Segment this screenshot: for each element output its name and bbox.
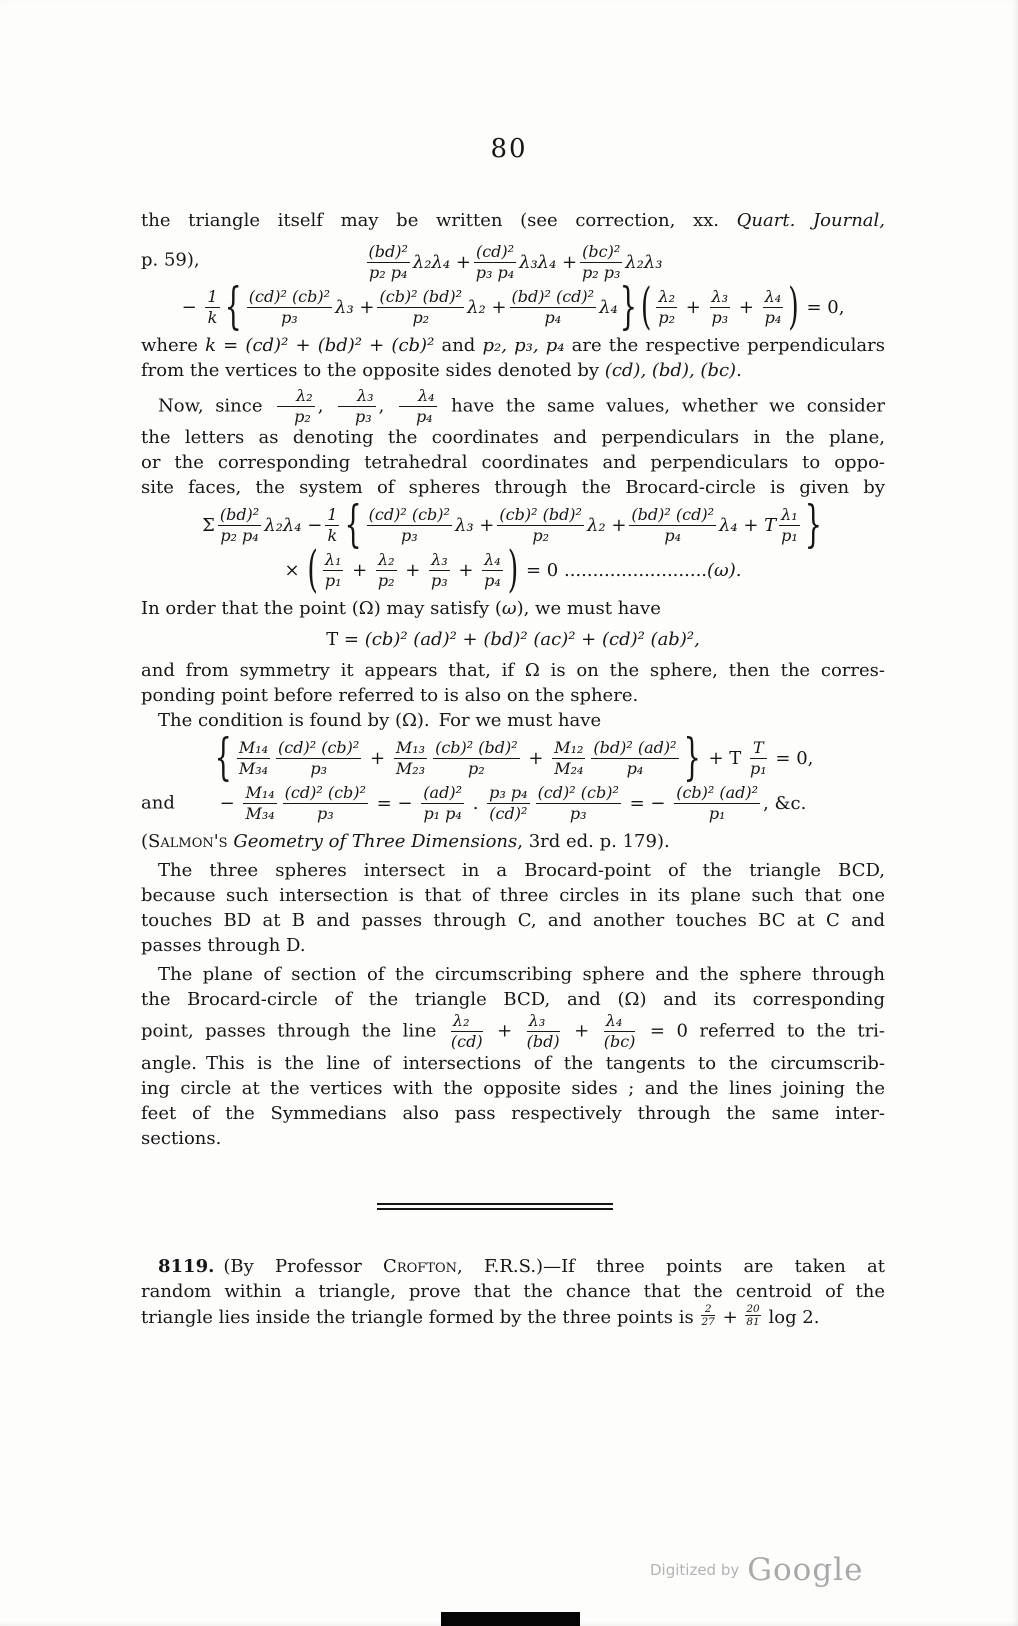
fraction: $\frac{\text{λ₂}}{\text{p₂}}$: [277, 387, 315, 426]
watermark-prefix: Digitized by: [650, 1561, 740, 1579]
big-delimiter: {: [344, 497, 362, 555]
fraction: $\frac{T}{\text{p₁}}$: [750, 738, 767, 778]
text-line: the Brocard-circle of the triangle BCD, and (Ω) and its corresponding: [141, 988, 885, 1010]
text-line: 8119. (By Professor Crofton, F.R.S.)—If three points are taken at: [158, 1255, 885, 1277]
big-delimiter: ): [788, 278, 799, 336]
text-line: random within a triangle, prove that the chance that the centroid of the: [141, 1280, 885, 1302]
fraction: $\frac{\text{(cd)² (cb)²}}{\text{p₃}}$: [284, 782, 366, 823]
fraction: $\frac{2}{27}$: [701, 1302, 715, 1328]
para-now-since: [141, 387, 885, 501]
text-line: the letters as denoting the coordinates and perpendiculars in the plane,: [141, 427, 885, 449]
formula-body: × ( $\frac{\text{λ₁}}{\text{p₁}}$ + $\frac{\text{λ₂}}{\text{p₂}}$ + $\frac{\text{λ₃}}{\text{p₃}}$ + $\frac{\text{λ₄}}{\text{p₄}}$ ) = 0 ......................... (ω).: [284, 541, 742, 600]
big-delimiter: {: [224, 278, 242, 336]
page-number: 80: [490, 134, 528, 164]
formula-and: [141, 784, 885, 823]
fraction: $\frac{\text{M₁₄}}{\text{M₃₄}}$: [245, 782, 275, 823]
big-delimiter: {: [214, 729, 232, 788]
fraction: $\frac{\text{(bd)²}}{\text{p₂ p₄}}$: [368, 242, 408, 282]
text-line: and from symmetry it appears that, if Ω is on the sphere, then the corres-: [141, 660, 885, 682]
text-line: In order that the point (Ω) may satisfy (ω), we must have: [141, 598, 661, 620]
formula-T: [141, 627, 885, 652]
text-line: where k = (cd)² + (bd)² + (cb)² and p₂, p₃, p₄ are the respective perpendiculars: [141, 334, 886, 356]
fraction: $\frac{\text{λ₄}}{\text{p₄}}$: [484, 550, 501, 591]
para-intro: [141, 208, 885, 233]
text-line: because such intersection is that of three circles in its plane such that one: [141, 884, 885, 906]
fraction: $\frac{\text{(bd)² (cd)²}}{\text{p₄}}$: [511, 286, 595, 327]
fraction: $\frac{1}{k}$: [327, 505, 338, 546]
formula-body: − $\frac{\text{M₁₄}}{\text{M₃₄}}$ $\frac{\text{(cd)² (cb)²}}{\text{p₃}}$ = − $\frac{\text{(ad)²}}{\text{p₁ p₄}}$ . $\frac{\text{p₃ p₄}}{\text{(cd)²}}$ $\frac{\text{(cd)² (cb)²}}{\text{p₃}}$ = − $\frac{\text{(cb)² (ad)²}}{\text{p₁}}$ , &c.: [219, 782, 807, 823]
fraction: $\frac{\text{M₁₃}}{\text{M₂₃}}$: [395, 738, 426, 778]
big-delimiter: ): [507, 541, 519, 600]
fraction: $\frac{\text{(cd)² (cb)²}}{\text{p₃}}$: [537, 782, 619, 823]
big-delimiter: (: [307, 541, 318, 600]
text-line: touches BD at B and passes through C, and another touches BC at C and: [141, 909, 885, 931]
formula-sphere-system-2: [141, 541, 885, 600]
fraction: $\frac{\text{(ad)²}}{\text{p₁ p₄}}$: [423, 782, 462, 823]
fraction: $\frac{\text{(cd)² (cb)²}}{\text{p₃}}$: [248, 286, 331, 327]
fraction: $\frac{\text{λ₃}}{\text{p₃}}$: [431, 550, 448, 591]
fraction: $\frac{\text{(cb)² (bd)²}}{\text{p₂}}$: [435, 738, 518, 778]
content: [141, 208, 885, 1330]
formula-sphere-system-1: [141, 497, 885, 555]
formula-body: T = (cb)² (ad)² + (bd)² (ac)² + (cd)² (ab)²,: [326, 629, 700, 651]
big-delimiter: }: [683, 729, 701, 788]
text-line: The three spheres intersect in a Brocard-point of the triangle BCD,: [158, 859, 885, 881]
para-where-k: [141, 333, 885, 383]
formula-label: and: [141, 792, 175, 814]
google-logo: Google: [747, 1552, 864, 1588]
big-delimiter: }: [804, 497, 822, 555]
text-line: The condition is found by (Ω). For we must have: [158, 710, 602, 732]
fraction: $\frac{\text{(bd)² (ad)²}}{\text{p₄}}$: [593, 738, 677, 778]
formula-body: { $\frac{\text{M₁₄}}{\text{M₃₄}}$ $\frac{\text{(cd)² (cb)²}}{\text{p₃}}$ + $\frac{\text{M₁₃}}{\text{M₂₃}}$ $\frac{\text{(cb)² (bd)²}}{\text{p₂}}$ + $\frac{\text{M₁₂}}{\text{M₂₄}}$ $\frac{\text{(bd)² (ad)²}}{\text{p₄}}$ } + T $\frac{T}{\text{p₁}}$ = 0,: [214, 729, 814, 788]
formula-condition: [141, 729, 885, 788]
big-delimiter: }: [619, 278, 637, 336]
fraction: $\frac{\text{λ₃}}{(bd)}$: [526, 1010, 560, 1051]
fraction: $\frac{\text{λ₂}}{\text{p₂}}$: [658, 286, 676, 327]
fraction: $\frac{\text{(cb)² (ad)²}}{\text{p₁}}$: [676, 782, 759, 823]
fraction: $\frac{\text{M₁₂}}{\text{M₂₄}}$: [554, 738, 584, 778]
para-three-spheres: [141, 858, 885, 958]
text-line: Now, since $\frac{\text{λ₂}}{\text{p₂}}$ , $\frac{\text{λ₃}}{\text{p₃}}$ , $\frac{\text{λ₄}}{\text{p₄}}$ have the same values, whether we consider: [158, 385, 886, 426]
text-line: (Salmon's Geometry of Three Dimensions, 3rd ed. p. 179).: [141, 830, 670, 852]
fraction: $\frac{\text{λ₁}}{\text{p₁}}$: [324, 550, 342, 591]
fraction: $\frac{\text{λ₃}}{\text{p₃}}$: [711, 286, 729, 327]
para-in-order: [141, 596, 885, 621]
text-line: The plane of section of the circumscribing sphere and the sphere through: [158, 963, 885, 985]
text-line: ponding point before referred to is also on the sphere.: [141, 685, 639, 707]
fraction: $\frac{\text{λ₂}}{(cd)}$: [450, 1010, 483, 1051]
fraction: $\frac{\text{p₃ p₄}}{\text{(cd)²}}$: [489, 782, 528, 823]
text-line: triangle lies inside the triangle formed by the three points is $\frac{2}{27}$ + $\frac{20}{81}$ log 2.: [141, 1302, 820, 1328]
fraction: $\frac{\text{λ₄}}{\text{p₄}}$: [764, 286, 782, 327]
text-line: from the vertices to the opposite sides denoted by (cd), (bd), (bc).: [141, 359, 742, 381]
para-plane-section: [141, 962, 885, 1151]
formula-body: − $\frac{1}{k}$ { $\frac{\text{(cd)² (cb)²}}{\text{p₃}}$ λ₃ + $\frac{\text{(cb)² (bd)²}}{\text{p₂}}$ λ₂ + $\frac{\text{(bd)² (cd)²}}{\text{p₄}}$ λ₄ } ( $\frac{\text{λ₂}}{\text{p₂}}$ + $\frac{\text{λ₃}}{\text{p₃}}$ + $\frac{\text{λ₄}}{\text{p₄}}$ ) = 0,: [181, 278, 845, 336]
text-line: angle. This is the line of intersections of the tangents to the circumscrib-: [141, 1052, 885, 1074]
text-line: point, passes through the line $\frac{\text{λ₂}}{(cd)}$ + $\frac{\text{λ₃}}{(bd)}$ + $\frac{\text{λ₄}}{(bc)}$ = 0 referred to the tri-: [141, 1010, 886, 1051]
fraction: $\frac{1}{k}$: [207, 286, 218, 327]
para-symmetry: [141, 658, 885, 733]
section-divider: [377, 1203, 613, 1210]
fraction: $\frac{20}{81}$: [746, 1302, 760, 1328]
formula-brocard-plane-1: [141, 239, 885, 282]
fraction: $\frac{\text{λ₂}}{\text{p₂}}$: [377, 550, 395, 591]
formula-body: Σ $\frac{\text{(bd)²}}{\text{p₂ p₄}}$ λ₂λ₄ − $\frac{1}{k}$ { $\frac{\text{(cd)² (cb)²}}{\text{p₃}}$ λ₃ + $\frac{\text{(cb)² (bd)²}}{\text{p₂}}$ λ₂ + $\frac{\text{(bd)² (cd)²}}{\text{p₄}}$ λ₄ + T $\frac{\text{λ₁}}{\text{p₁}}$ }: [202, 497, 822, 555]
fraction: $\frac{\text{(cd)² (cb)²}}{\text{p₃}}$: [278, 738, 360, 778]
fraction: $\frac{\text{M₁₄}}{\text{M₃₄}}$: [238, 738, 269, 778]
fraction: $\frac{\text{(cb)² (bd)²}}{\text{p₂}}$: [499, 505, 582, 546]
text-line: feet of the Symmedians also pass respectively through the same inter-: [141, 1102, 885, 1124]
fraction: $\frac{\text{(cb)² (bd)²}}{\text{p₂}}$: [379, 286, 463, 327]
fraction: $\frac{\text{λ₃}}{\text{p₃}}$: [338, 387, 376, 426]
formula-body: $\frac{\text{(bd)²}}{\text{p₂ p₄}}$ λ₂λ₄ + $\frac{\text{(cd)²}}{\text{p₃ p₄}}$ λ₃λ₄ + $\frac{\text{(bc)²}}{\text{p₂ p₃}}$ λ₂λ₃: [368, 242, 663, 282]
fraction: $\frac{\text{(cd)² (cb)²}}{\text{p₃}}$: [368, 505, 450, 546]
text-line: or the corresponding tetrahedral coordinates and perpendiculars to oppo-: [141, 452, 885, 474]
text-line: passes through D.: [141, 934, 306, 956]
para-8119: [141, 1254, 885, 1330]
fraction: $\frac{\text{λ₁}}{\text{p₁}}$: [781, 505, 798, 546]
watermark: [650, 1552, 863, 1588]
fraction: $\frac{\text{(bd)²}}{\text{p₂ p₄}}$: [219, 505, 260, 546]
fraction: $\frac{\text{(bc)²}}{\text{p₂ p₃}}$: [581, 242, 621, 282]
text-line: site faces, the system of spheres through the Brocard-circle is given by: [141, 477, 885, 499]
fraction: $\frac{\text{λ₄}}{(bc)}$: [603, 1010, 636, 1051]
formula-brocard-plane-2: [141, 278, 885, 336]
para-salmon: [141, 829, 885, 854]
text-line: the triangle itself may be written (see correction, xx. Quart. Journal,: [141, 210, 885, 231]
text-line: ing circle at the vertices with the opposite sides ; and the lines joining the: [141, 1077, 885, 1099]
text-line: sections.: [141, 1127, 222, 1149]
fraction: $\frac{\text{(bd)² (cd)²}}{\text{p₄}}$: [631, 505, 714, 546]
fraction: $\frac{\text{λ₄}}{\text{p₄}}$: [399, 387, 437, 426]
fraction: $\frac{\text{(cd)²}}{\text{p₃ p₄}}$: [475, 242, 515, 282]
formula-label: p. 59),: [141, 249, 200, 271]
big-delimiter: (: [640, 278, 652, 336]
scan-artifact-bar: [441, 1612, 580, 1626]
